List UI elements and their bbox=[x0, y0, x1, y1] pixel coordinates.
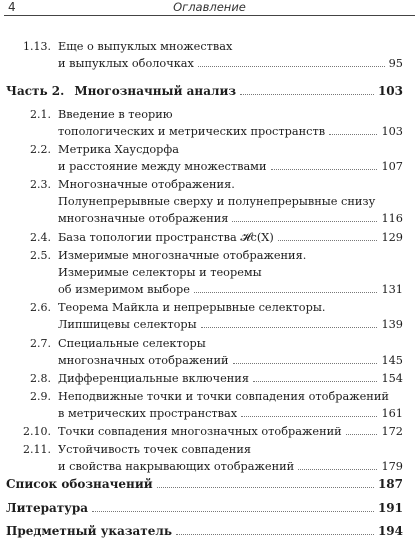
page-ref: 191 bbox=[377, 501, 403, 515]
section-number: 2.7. bbox=[30, 337, 51, 350]
entry-title-line bbox=[58, 352, 403, 369]
entry-title-line bbox=[58, 55, 403, 72]
entry-title: Литература bbox=[6, 501, 89, 515]
entry-title-line bbox=[58, 405, 403, 422]
entry-title-line: Теорема Майкла и непрерывные селекторы. bbox=[58, 301, 326, 314]
entry-title-line: Введение в теорию bbox=[58, 108, 173, 121]
part-title bbox=[6, 83, 236, 100]
section-number: 2.5. bbox=[30, 249, 51, 262]
entry-title: и выпуклых оболочках bbox=[58, 57, 194, 70]
running-title: Оглавление bbox=[173, 0, 246, 14]
part-name: Многозначный анализ bbox=[74, 84, 236, 98]
entry-title-line bbox=[58, 229, 403, 246]
entry-title-line bbox=[58, 423, 403, 440]
page-ref: 194 bbox=[377, 524, 403, 538]
dot-leader bbox=[253, 381, 377, 382]
entry-title: об измеримом выборе bbox=[58, 283, 190, 296]
section-number: 2.1. bbox=[30, 108, 51, 121]
page-ref: 131 bbox=[381, 283, 403, 296]
dot-leader bbox=[298, 469, 377, 470]
section-number: 2.4. bbox=[30, 231, 51, 244]
entry-title-line: Метрика Хаусдорфа bbox=[58, 143, 179, 156]
section-number: 2.9. bbox=[30, 390, 51, 403]
entry-title: топологических и метрических пространств bbox=[58, 125, 326, 138]
section-number: 2.11. bbox=[23, 443, 51, 456]
entry-title: Предметный указатель bbox=[6, 524, 172, 538]
dot-leader bbox=[240, 94, 374, 95]
entry-title-line bbox=[58, 458, 403, 475]
dot-leader bbox=[278, 240, 378, 241]
section-number: 2.2. bbox=[30, 143, 51, 156]
dot-leader bbox=[329, 134, 377, 135]
page-number: 4 bbox=[8, 0, 16, 14]
dot-leader bbox=[241, 416, 377, 417]
section-number: 2.8. bbox=[30, 372, 51, 385]
entry-title-line: Специальные селекторы bbox=[58, 337, 206, 350]
page-ref: 103 bbox=[381, 125, 403, 138]
dot-leader bbox=[233, 363, 378, 364]
entry-title: и расстояние между множествами bbox=[58, 160, 267, 173]
entry-title-line: Неподвижные точки и точки совпадения отображений bbox=[58, 390, 389, 403]
entry-title-line bbox=[58, 158, 403, 175]
dot-leader bbox=[194, 292, 377, 293]
entry-title: Дифференциальные включения bbox=[58, 372, 249, 385]
entry-title-line bbox=[58, 370, 403, 387]
dot-leader bbox=[92, 511, 374, 512]
page-ref: 95 bbox=[388, 57, 403, 70]
dot-leader bbox=[201, 327, 378, 328]
page-ref: 107 bbox=[381, 160, 403, 173]
page-ref: 129 bbox=[381, 231, 403, 244]
entry-title: Точки совпадения многозначных отображений bbox=[58, 425, 342, 438]
entry-title: в метрических пространствах bbox=[58, 407, 238, 420]
page-ref: 154 bbox=[381, 372, 403, 385]
entry-title-line bbox=[58, 210, 403, 227]
section-number: 1.13. bbox=[23, 40, 51, 53]
page-ref: 103 bbox=[377, 84, 403, 98]
entry-title-line bbox=[58, 281, 403, 298]
page-ref: 172 bbox=[381, 425, 403, 438]
entry-title: и свойства накрывающих отображений bbox=[58, 460, 295, 473]
entry-title-line bbox=[58, 316, 403, 333]
page-ref: 145 bbox=[381, 354, 403, 367]
page-ref: 187 bbox=[377, 477, 403, 491]
entry-title: База топологии пространства 𝓗c(X) bbox=[58, 231, 274, 244]
entry-title-line bbox=[58, 123, 403, 140]
entry-title-line: Полунепрерывные сверху и полунепрерывные снизу bbox=[58, 195, 376, 208]
page-ref: 161 bbox=[381, 407, 403, 420]
dot-leader bbox=[271, 169, 378, 170]
dot-leader bbox=[176, 534, 374, 535]
entry-title: многозначные отображения bbox=[58, 212, 229, 225]
page-ref: 139 bbox=[381, 318, 403, 331]
section-number: 2.6. bbox=[30, 301, 51, 314]
entry-title-line: Еще о выпуклых множествах bbox=[58, 40, 233, 53]
part-heading bbox=[6, 83, 403, 100]
top-heading bbox=[6, 500, 403, 517]
dot-leader bbox=[346, 434, 378, 435]
dot-leader bbox=[232, 221, 377, 222]
entry-title-line: Устойчивость точек совпадения bbox=[58, 443, 251, 456]
entry-title-line: Измеримые многозначные отображения. bbox=[58, 249, 307, 262]
entry-title: Липшицевы селекторы bbox=[58, 318, 197, 331]
part-label: Часть 2. bbox=[6, 84, 65, 98]
page-ref: 179 bbox=[381, 460, 403, 473]
dot-leader bbox=[157, 487, 374, 488]
section-number: 2.3. bbox=[30, 178, 51, 191]
entry-title-line: Многозначные отображения. bbox=[58, 178, 235, 191]
entry-title: многозначных отображений bbox=[58, 354, 229, 367]
section-number: 2.10. bbox=[23, 425, 51, 438]
page-ref: 116 bbox=[381, 212, 403, 225]
entry-title: Список обозначений bbox=[6, 477, 153, 491]
dot-leader bbox=[198, 66, 385, 67]
top-heading bbox=[6, 476, 403, 493]
entry-title-line: Измеримые селекторы и теоремы bbox=[58, 266, 262, 279]
top-heading bbox=[6, 523, 403, 540]
